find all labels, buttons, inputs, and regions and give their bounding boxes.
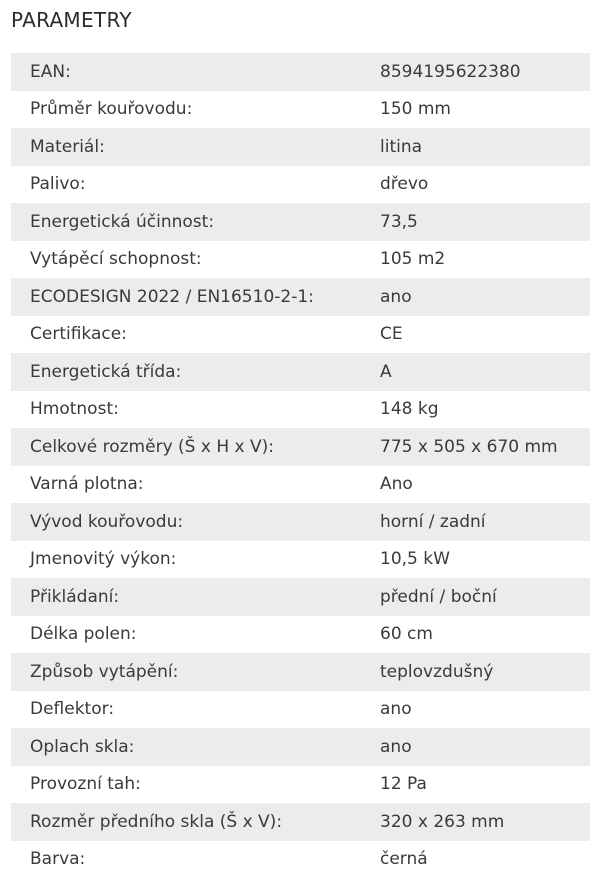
table-row	[11, 53, 590, 91]
param-value: 775 x 505 x 670 mm	[380, 428, 590, 466]
table-row	[11, 128, 590, 166]
table-row	[11, 578, 590, 616]
param-label: Energetická účinnost:	[11, 203, 380, 241]
param-value: CE	[380, 324, 403, 345]
param-value: Ano	[380, 474, 413, 495]
param-value: horní / zadní	[380, 503, 590, 541]
param-label: Vytápěcí schopnost:	[30, 249, 202, 270]
param-label: Rozměr předního skla (Š x V):	[11, 803, 380, 841]
param-value: černá	[380, 849, 428, 870]
section-title: PARAMETRY	[11, 8, 132, 32]
param-value: 73,5	[380, 203, 590, 241]
param-value: 60 cm	[380, 624, 433, 645]
param-label: Hmotnost:	[30, 399, 119, 420]
param-value: ano	[380, 699, 412, 720]
param-label: Provozní tah:	[30, 774, 141, 795]
param-value: 148 kg	[380, 399, 439, 420]
param-value: teplovzdušný	[380, 653, 590, 691]
param-label: Přikládaní:	[11, 578, 380, 616]
table-row	[11, 503, 590, 541]
param-value: 320 x 263 mm	[380, 803, 590, 841]
param-label: EAN:	[11, 53, 380, 91]
table-row	[11, 203, 590, 241]
param-label: Způsob vytápění:	[11, 653, 380, 691]
param-value: 12 Pa	[380, 774, 427, 795]
table-row	[11, 241, 590, 279]
table-row	[11, 278, 590, 316]
param-value: dřevo	[380, 174, 429, 195]
param-label: Barva:	[30, 849, 86, 870]
param-label: Celkové rozměry (Š x H x V):	[11, 428, 380, 466]
table-row	[11, 428, 590, 466]
param-value: 150 mm	[380, 99, 451, 120]
table-row	[11, 91, 590, 129]
param-label: Délka polen:	[30, 624, 137, 645]
param-label: Oplach skla:	[11, 728, 380, 766]
table-row	[11, 541, 590, 579]
table-row	[11, 766, 590, 804]
param-value: ano	[380, 278, 590, 316]
param-value: přední / boční	[380, 578, 590, 616]
param-label: Vývod kouřovodu:	[11, 503, 380, 541]
param-value: ano	[380, 728, 590, 766]
param-value: 8594195622380	[380, 53, 590, 91]
table-row	[11, 653, 590, 691]
param-label: Energetická třída:	[11, 353, 380, 391]
param-label: Jmenovitý výkon:	[30, 549, 177, 570]
param-label: Materiál:	[11, 128, 380, 166]
table-row	[11, 728, 590, 766]
table-row	[11, 803, 590, 841]
param-value: litina	[380, 128, 590, 166]
table-row	[11, 691, 590, 729]
param-label: ECODESIGN 2022 / EN16510-2-1:	[11, 278, 380, 316]
table-row	[11, 316, 590, 354]
param-label: Průměr kouřovodu:	[30, 99, 193, 120]
param-label: Deflektor:	[30, 699, 115, 720]
param-value: A	[380, 353, 590, 391]
table-row	[11, 841, 590, 879]
table-row	[11, 353, 590, 391]
table-row	[11, 616, 590, 654]
param-value: 105 m2	[380, 249, 446, 270]
param-label: Palivo:	[30, 174, 86, 195]
table-row	[11, 466, 590, 504]
param-label: Varná plotna:	[30, 474, 144, 495]
param-label: Certifikace:	[30, 324, 127, 345]
table-row	[11, 391, 590, 429]
table-row	[11, 166, 590, 204]
parameters-table	[11, 53, 590, 878]
param-value: 10,5 kW	[380, 549, 450, 570]
